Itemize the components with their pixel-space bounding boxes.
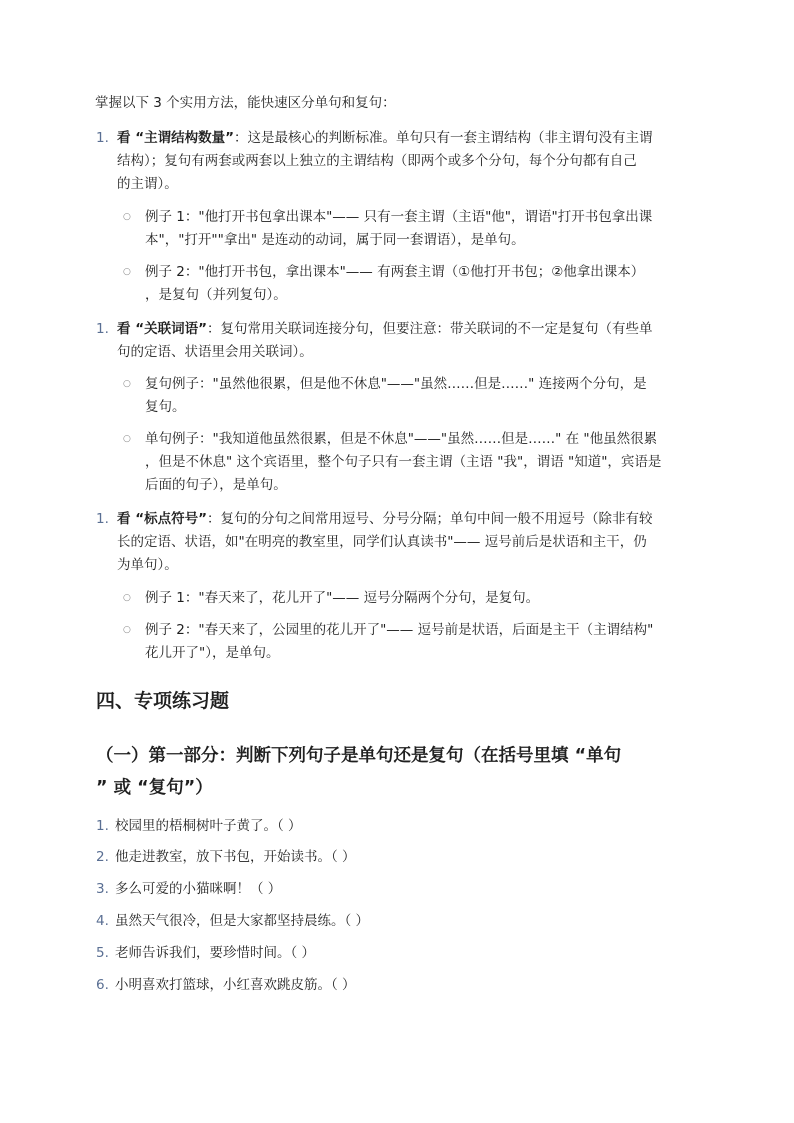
method-title: 看 “主谓结构数量” bbox=[117, 130, 234, 146]
method-text: 长的定语、状语，如"在明亮的教室里，同学们认真读书"—— 逗号前后是状语和主干，仍 bbox=[117, 534, 647, 550]
example-text: 单句例子："我知道他虽然很累，但是不休息"——"虽然……但是……" 在 "他虽然很累 bbox=[145, 431, 658, 447]
method-number: 1. bbox=[96, 511, 109, 527]
example-text: 例子 1："他打开书包拿出课本"—— 只有一套主谓（主语"他"，谓语"打开书包拿出课 bbox=[145, 209, 653, 225]
bullet-icon: ○ bbox=[123, 267, 131, 277]
bullet-icon: ○ bbox=[123, 212, 131, 222]
bullet-icon: ○ bbox=[123, 625, 131, 635]
question-text: 小明喜欢打篮球，小红喜欢跳皮筋。（ ） bbox=[115, 977, 356, 993]
example-text: ，但是不休息" 这个宾语里，整个句子只有一套主谓（主语 "我"，谓语 "知道"，宾语是 bbox=[145, 454, 662, 470]
example-text: 例子 2："他打开书包，拿出课本"—— 有两套主谓（①他打开书包；②他拿出课本） bbox=[145, 264, 645, 280]
method-line bbox=[117, 509, 652, 529]
method-line bbox=[117, 128, 652, 148]
example-text: 复句例子："虽然他很累，但是他不休息"——"虽然……但是……" 连接两个分句，是 bbox=[145, 376, 647, 392]
question-number: 6. bbox=[96, 977, 109, 993]
bullet-icon: ○ bbox=[123, 379, 131, 389]
question-number: 5. bbox=[96, 945, 109, 961]
sub-heading: ” 或 “复句”） bbox=[96, 778, 213, 798]
section-heading: 四、专项练习题 bbox=[96, 690, 230, 712]
method-text: ：这是最核心的判断标准。单句只有一套主谓结构（非主谓句没有主谓 bbox=[233, 130, 653, 146]
method-line bbox=[117, 319, 652, 339]
method-text: 的主谓）。 bbox=[117, 176, 178, 192]
method-text: 句的定语、状语里会用关联词）。 bbox=[117, 344, 313, 360]
bullet-icon: ○ bbox=[123, 593, 131, 603]
bullet-icon: ○ bbox=[123, 434, 131, 444]
method-number: 1. bbox=[96, 130, 109, 146]
question-text: 校园里的梧桐树叶子黄了。（ ） bbox=[115, 818, 302, 834]
sub-heading: （一）第一部分：判断下列句子是单句还是复句（在括号里填 “单句 bbox=[96, 746, 622, 766]
question-text: 多么可爱的小猫咪啊！（ ） bbox=[115, 881, 282, 897]
example-text: 花儿开了"），是单句。 bbox=[145, 645, 280, 661]
method-text: ：复句的分句之间常用逗号、分号分隔；单句中间一般不用逗号（除非有较 bbox=[206, 511, 653, 527]
method-text: ：复句常用关联词连接分句，但要注意：带关联词的不一定是复句（有些单 bbox=[206, 321, 653, 337]
example-text: 例子 2："春天来了，公园里的花儿开了"—— 逗号前是状语，后面是主干（主谓结构" bbox=[145, 622, 654, 638]
method-title: 看 “标点符号” bbox=[117, 511, 207, 527]
question-text: 他走进教室，放下书包，开始读书。（ ） bbox=[115, 849, 356, 865]
method-number: 1. bbox=[96, 321, 109, 337]
method-title: 看 “关联词语” bbox=[117, 321, 207, 337]
example-text: 例子 1："春天来了，花儿开了"—— 逗号分隔两个分句，是复句。 bbox=[145, 590, 540, 606]
question-number: 2. bbox=[96, 849, 109, 865]
question-number: 1. bbox=[96, 818, 109, 834]
method-text: 结构）；复句有两套或两套以上独立的主谓结构（即两个或多个分句，每个分句都有自己 bbox=[117, 153, 637, 169]
example-text: 本"，"打开""拿出" 是连动的动词，属于同一套谓语），是单句。 bbox=[145, 232, 525, 248]
example-text: 复句。 bbox=[145, 399, 186, 415]
intro-text: 掌握以下 3 个实用方法，能快速区分单句和复句： bbox=[95, 95, 396, 111]
example-text: ，是复句（并列复句）。 bbox=[145, 287, 287, 303]
question-number: 4. bbox=[96, 913, 109, 929]
method-text: 为单句）。 bbox=[117, 557, 178, 573]
question-number: 3. bbox=[96, 881, 109, 897]
question-text: 虽然天气很冷，但是大家都坚持晨练。（ ） bbox=[115, 913, 370, 929]
example-text: 后面的句子），是单句。 bbox=[145, 477, 287, 493]
question-text: 老师告诉我们，要珍惜时间。（ ） bbox=[115, 945, 316, 961]
